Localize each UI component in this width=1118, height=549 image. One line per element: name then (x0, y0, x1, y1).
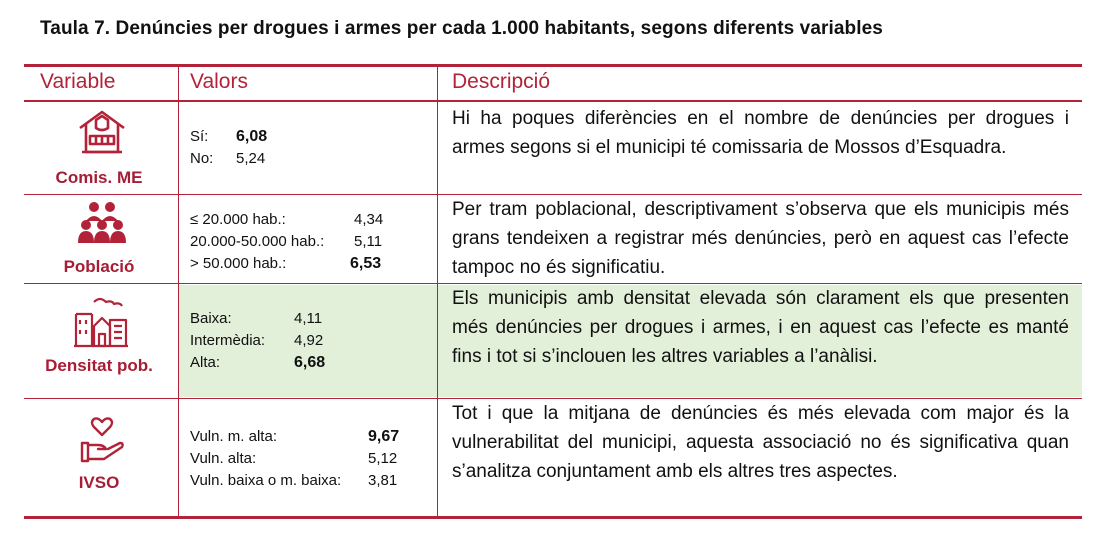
table-row (24, 284, 1082, 398)
value-number: 4,92 (294, 332, 324, 349)
variable-label: Densitat pob. (45, 356, 153, 375)
value-label: No: (190, 150, 214, 167)
table-title: Taula 7. Denúncies per drogues i armes per cada 1.000 habitants, segons diferents variables (40, 18, 883, 39)
value-line (190, 470, 430, 492)
value-line (190, 126, 430, 148)
value-line (190, 231, 430, 253)
city-density-icon (72, 296, 130, 348)
values-list (190, 426, 430, 492)
value-line (190, 352, 430, 374)
variable-label: Població (63, 257, 135, 276)
variable-label: IVSO (78, 473, 120, 492)
table-top-rule (24, 64, 1082, 67)
row-description: Per tram poblacional, descriptivament s’observa que els municipis més grans tendeixen a registrar més denúncies, però en aquest cas l’efecte tampoc no és significatiu. (452, 199, 1069, 278)
value-number: 3,81 (368, 472, 398, 489)
table-bottom-rule (24, 516, 1082, 519)
value-line (190, 426, 430, 448)
police-station-icon (76, 108, 128, 156)
values-list (190, 209, 430, 275)
value-number: 6,08 (236, 128, 268, 145)
value-label: Vuln. baixa o m. baixa: (190, 472, 342, 489)
value-label: Sí: (190, 128, 209, 145)
header-values: Valors (190, 70, 248, 93)
values-list (190, 126, 430, 170)
value-label: ≤ 20.000 hab.: (190, 211, 286, 228)
value-number: 4,34 (354, 211, 384, 228)
value-label: Alta: (190, 354, 221, 371)
value-label: Baixa: (190, 310, 232, 327)
value-label: Vuln. m. alta: (190, 428, 277, 445)
value-label: Vuln. alta: (190, 450, 257, 467)
value-label: > 50.000 hab.: (190, 255, 287, 272)
value-line (190, 253, 430, 275)
hand-heart-icon (78, 417, 126, 463)
value-line (190, 209, 430, 231)
header-variable: Variable (40, 70, 116, 93)
value-line (190, 308, 430, 330)
values-list (190, 308, 430, 374)
value-line (190, 330, 430, 352)
value-number: 5,24 (236, 150, 266, 167)
table-row (24, 399, 1082, 516)
value-number: 9,67 (368, 428, 400, 445)
value-number: 5,12 (368, 450, 398, 467)
population-group-icon (76, 199, 128, 247)
value-label: 20.000-50.000 hab.: (190, 233, 325, 250)
row-description: Tot i que la mitjana de denúncies és més elevada com major és la vulnerabilitat del municipi, aquesta associació no és significativa quan s’analitza conjuntament amb els altres tres aspectes. (452, 403, 1069, 482)
value-number: 6,68 (294, 354, 326, 371)
table-row (24, 102, 1082, 194)
value-number: 5,11 (354, 233, 383, 250)
value-line (190, 448, 430, 470)
variable-label: Comis. ME (55, 168, 143, 187)
value-number: 6,53 (350, 255, 382, 272)
table-row (24, 195, 1082, 283)
row-description: Hi ha poques diferències en el nombre de denúncies per drogues i armes segons si el municipi té comissaria de Mossos d’Esquadra. (452, 108, 1069, 158)
value-line (190, 148, 430, 170)
row-description: Els municipis amb densitat elevada són clarament els que presenten més denúncies per drogues i armes, i en aquest cas l’efecte es manté fins i tot si s’inclouen les altres variables a l’anàlisi. (452, 288, 1069, 367)
value-number: 4,11 (294, 310, 323, 327)
header-description: Descripció (452, 70, 551, 93)
value-label: Intermèdia: (190, 332, 266, 349)
